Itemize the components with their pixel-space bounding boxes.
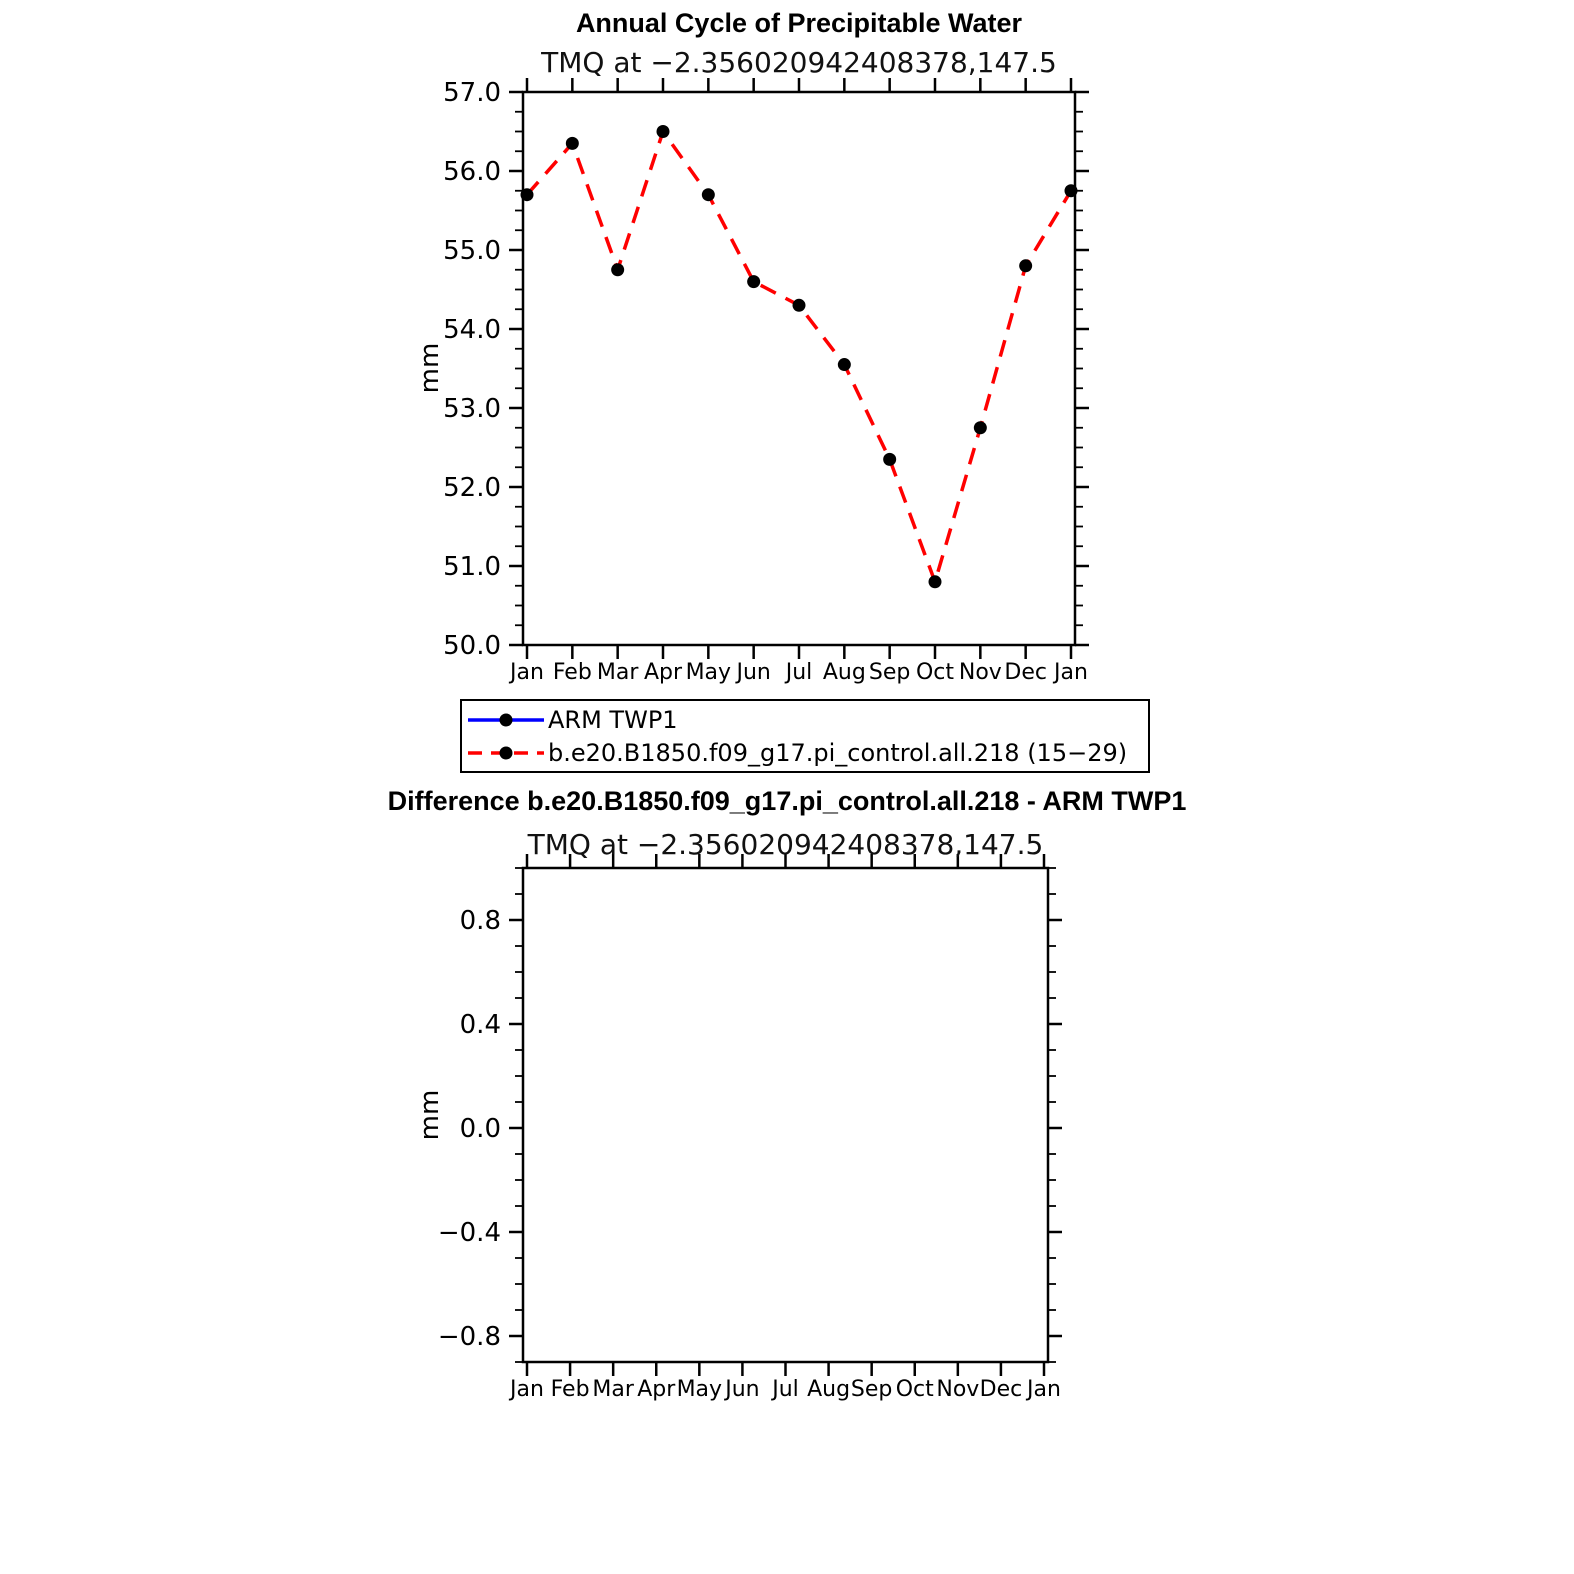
plot-0 [443,78,1089,685]
y-tick-label: 55.0 [443,236,501,266]
bottom-chart-subtitle: TMQ at −2.356020942408378,147.5 [527,828,1044,861]
x-tick-label: Dec [1004,660,1047,685]
x-tick-label: Jan [510,1377,544,1402]
x-tick-label: Apr [643,660,683,685]
legend-item-arm-twp1 [466,703,1148,736]
plot-frame [523,92,1075,645]
y-tick-label: −0.4 [437,1218,501,1248]
data-point-marker [974,421,987,434]
data-point-marker [929,575,942,588]
y-tick-label: 0.8 [459,906,501,936]
legend-marker-dot [500,713,513,726]
x-tick-label: Apr [637,1377,676,1402]
legend-label-arm-twp1: ARM TWP1 [548,705,678,734]
legend-box [460,699,1150,773]
y-tick-label: 56.0 [443,157,501,187]
x-tick-label: Mar [596,660,639,685]
x-tick-label: Jul [785,660,813,685]
y-tick-label: 54.0 [443,315,501,345]
x-tick-label: Mar [592,1377,634,1402]
x-tick-label: Feb [550,1377,590,1402]
x-tick-label: Aug [822,660,866,685]
bottom-chart-title: Difference b.e20.B1850.f09_g17.pi_control.all.218 - ARM TWP1 [387,786,1187,816]
x-tick-label: Aug [807,1377,851,1402]
x-tick-label: Jun [736,660,771,685]
data-point-marker [521,188,534,201]
legend-line-sample-dashed [466,744,546,762]
x-tick-label: Oct [895,1377,934,1402]
top-chart-y-axis-label: mm [415,342,445,394]
x-tick-label: May [685,660,732,685]
data-point-marker [702,188,715,201]
x-tick-label: Sep [868,660,911,685]
y-tick-label: 52.0 [443,473,501,503]
x-tick-label: May [676,1377,723,1402]
y-tick-label: 51.0 [443,552,501,582]
x-tick-label: Jan [1054,660,1088,685]
data-point-marker [793,299,806,312]
legend-line-sample-solid [466,711,546,729]
plot-frame [523,868,1048,1362]
x-tick-label: Jul [772,1377,799,1402]
x-tick-label: Nov [958,660,1002,685]
x-tick-label: Sep [850,1377,893,1402]
data-point-marker [1019,259,1032,272]
bottom-chart-y-axis-label: mm [415,1089,445,1141]
x-tick-label: Oct [915,660,955,685]
data-point-marker [611,263,624,276]
x-tick-label: Dec [979,1377,1023,1402]
legend-label-model: b.e20.B1850.f09_g17.pi_control.all.218 (15−29) [548,738,1128,767]
x-tick-label: Nov [936,1377,980,1402]
top-chart-title: Annual Cycle of Precipitable Water [575,8,1023,38]
legend-marker-dot [500,746,513,759]
y-tick-label: 0.4 [459,1010,501,1040]
data-point-marker [657,125,670,138]
data-point-marker [747,275,760,288]
data-point-marker [838,358,851,371]
x-tick-label: Jan [510,660,544,685]
series-line [527,132,1071,582]
y-tick-label: 50.0 [443,631,501,661]
y-tick-label: 57.0 [443,78,501,108]
plot-1 [438,854,1062,1402]
y-tick-label: 0.0 [459,1114,501,1144]
x-tick-label: Feb [552,660,592,685]
top-chart-subtitle: TMQ at −2.356020942408378,147.5 [541,46,1057,79]
data-point-marker [1065,184,1078,197]
y-tick-label: −0.8 [437,1322,501,1352]
data-point-marker [883,453,896,466]
legend-item-model [466,736,1148,769]
y-tick-label: 53.0 [443,394,501,424]
x-tick-label: Jun [725,1377,760,1402]
x-tick-label: Jan [1027,1377,1061,1402]
data-point-marker [566,137,579,150]
